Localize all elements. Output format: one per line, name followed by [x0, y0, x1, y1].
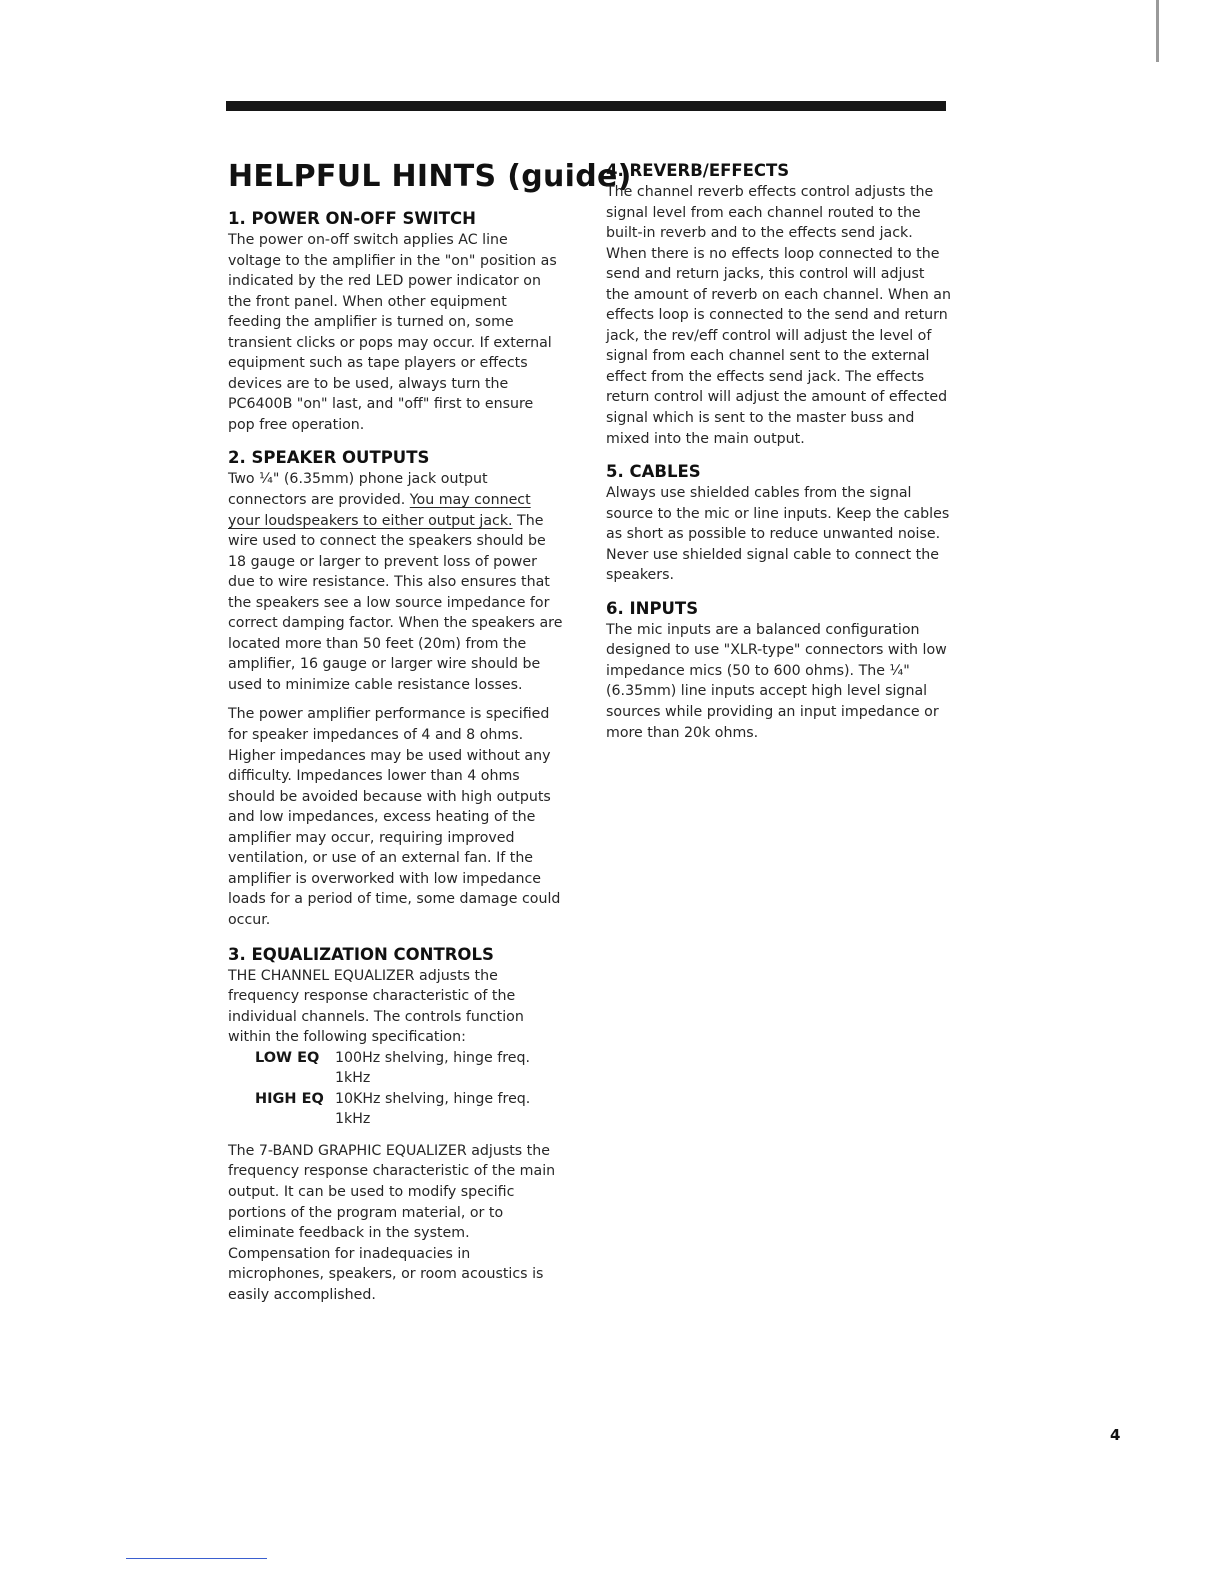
eq-spec-label: HIGH EQ [255, 1090, 324, 1107]
page-number: 4 [1110, 1426, 1121, 1444]
footer-rule [126, 1558, 267, 1559]
section-body-reverb: The channel reverb effects control adjusts the signal level from each channel routed to the built-in reverb and to the effects send jack. When there is no effects loop connected to the send and return jacks, this control will adjust the amount of reverb on each channel. When an effects loop is connected to the send and return jack, the rev/eff control will adjust the level of signal from each channel sent to the external effect from the effects send jack. The effects return control will adjust the amount of effected signal which is sent to the master buss and mixed into the main output. [606, 184, 951, 447]
scan-edge-line [1156, 0, 1159, 62]
eq-spec-row [255, 1089, 564, 1130]
top-rule [226, 101, 946, 111]
section-heading-cables: 5. CABLES [606, 462, 701, 482]
section-body-equalization: THE CHANNEL EQUALIZER adjusts the frequency response characteristic of the individual channels. The controls function within the following specification: [228, 967, 524, 1046]
left-column [228, 159, 632, 1305]
section-heading-equalization: 3. EQUALIZATION CONTROLS [228, 944, 494, 964]
speaker-text-underlined: You may connect your loudspeakers to either output jack. [228, 492, 531, 529]
section-body-cables: Always use shielded cables from the signal source to the mic or line inputs. Keep the cables as short as possible to reduce unwanted noise. Never use shielded signal cable to connect the speakers. [606, 485, 950, 584]
eq-spec-value: 100Hz shelving, hinge freq. 1kHz [335, 1049, 531, 1087]
section-heading-inputs: 6. INPUTS [606, 598, 699, 618]
section-body-speaker-outputs [228, 469, 564, 695]
page-title: HELPFUL HINTS (guide) [228, 159, 632, 194]
eq-spec-value: 10KHz shelving, hinge freq. 1kHz [335, 1090, 531, 1128]
section-body-power: The power on-off switch applies AC line voltage to the amplifier in the "on" position as indicated by the red LED power indicator on the front panel. When other equipment feeding the amplifier is turned on, some transient clicks or pops may occur. If external equipment such as tape players or effects devices are to be used, always turn the PC6400B "on" last, and "off" first to ensure pop free operation. [228, 232, 557, 433]
eq-spec-table [255, 1048, 564, 1130]
section-heading-speaker-outputs: 2. SPEAKER OUTPUTS [228, 448, 430, 468]
section-heading-power: 1. POWER ON-OFF SWITCH [228, 209, 476, 228]
speaker-text-part-1: Two ¼" (6.35mm) phone jack output connectors are provided. [228, 471, 488, 509]
speaker-text-part-2: The wire used to connect the speakers should be 18 gauge or larger to prevent loss of power due to wire resistance. This also ensures that the speakers see a low source impedance for correct damping factor. When the speakers are located more than 50 feet (20m) from the amplifier, 16 gauge or larger wire should be used to minimize cable resistance losses. [228, 512, 563, 693]
eq-spec-label: LOW EQ [255, 1049, 320, 1066]
section-body-inputs: The mic inputs are a balanced configuration designed to use "XLR-type" connectors with low impedance mics (50 to 600 ohms). The ¼" (6.35mm) line inputs accept high level signal sources while providing an input impedance or more than 20k ohms. [606, 621, 947, 741]
right-column [606, 160, 951, 743]
section-heading-reverb: 4. REVERB/EFFECTS [606, 161, 790, 180]
eq-spec-row [255, 1048, 564, 1089]
section-body-graphic-eq: The 7-BAND GRAPHIC EQUALIZER adjusts the frequency response characteristic of the main output. It can be used to modify specific portions of the program material, or to eliminate feedback in the system. Compensation for inadequacies in microphones, speakers, or room acoustics is easily accomplished. [228, 1142, 556, 1303]
section-body-speaker-impedance: The power amplifier performance is specified for speaker impedances of 4 and 8 ohms. Higher impedances may be used without any difficulty. Impedances lower than 4 ohms should be avoided because with high outputs and low impedances, excess heating of the amplifier may occur, requiring improved ventilation, or use of an external fan. If the amplifier is overworked with low impedance loads for a period of time, some damage could occur. [228, 706, 561, 928]
